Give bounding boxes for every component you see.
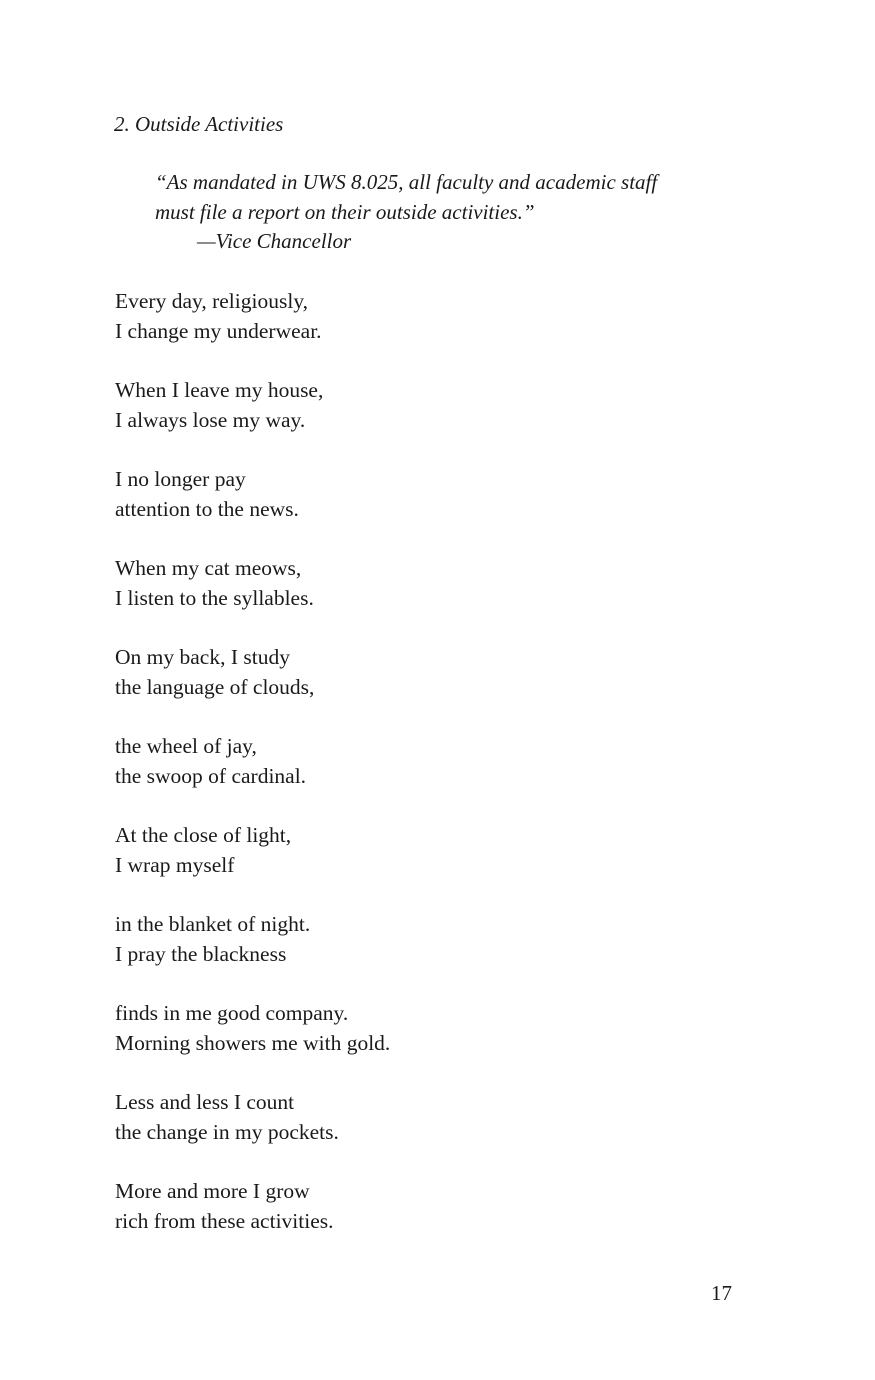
stanza [115,999,390,1058]
poem-line: rich from these activities. [115,1208,334,1233]
poem-line: the swoop of cardinal. [115,763,307,788]
poem-line: I pray the blackness [115,941,287,966]
poem-line: Morning showers me with gold. [115,1030,391,1055]
poem-line: At the close of light, [115,823,292,847]
stanza [115,643,390,702]
poem-line: I listen to the syllables. [115,585,314,610]
page-number: 17 [711,1281,732,1305]
poem-line: attention to the news. [115,496,299,521]
poem-line: When I leave my house, [115,378,324,402]
poem-line: I change my underwear. [115,318,322,343]
poem-line: in the blanket of night. [115,912,311,936]
epigraph-line: must file a report on their outside activities.” [155,199,535,224]
poem-line: More and more I grow [115,1179,310,1203]
poem-line: I always lose my way. [115,407,306,432]
stanza [115,554,390,613]
poem-line: the change in my pockets. [115,1119,339,1144]
epigraph-attribution: —Vice Chancellor [197,229,352,253]
stanza [115,465,390,524]
epigraph-line: “As mandated in UWS 8.025, all faculty and academic staff [155,170,658,194]
poem-line: I wrap myself [115,852,235,877]
epigraph [155,168,657,257]
stanza [115,821,390,880]
section-title: 2. Outside Activities [114,112,284,136]
stanza [115,1088,390,1147]
poem-line: the wheel of jay, [115,734,257,758]
stanza [115,732,390,791]
poem-line: When my cat meows, [115,556,302,580]
poem-line: finds in me good company. [115,1001,349,1025]
poem-line: On my back, I study [115,645,290,669]
stanza [115,287,390,346]
poem-line: Less and less I count [115,1090,295,1114]
poem-body [115,287,390,1266]
poem-line: I no longer pay [115,467,246,491]
stanza [115,1177,390,1236]
stanza [115,376,390,435]
poem-line: Every day, religiously, [115,289,309,313]
poem-line: the language of clouds, [115,674,315,699]
stanza [115,910,390,969]
